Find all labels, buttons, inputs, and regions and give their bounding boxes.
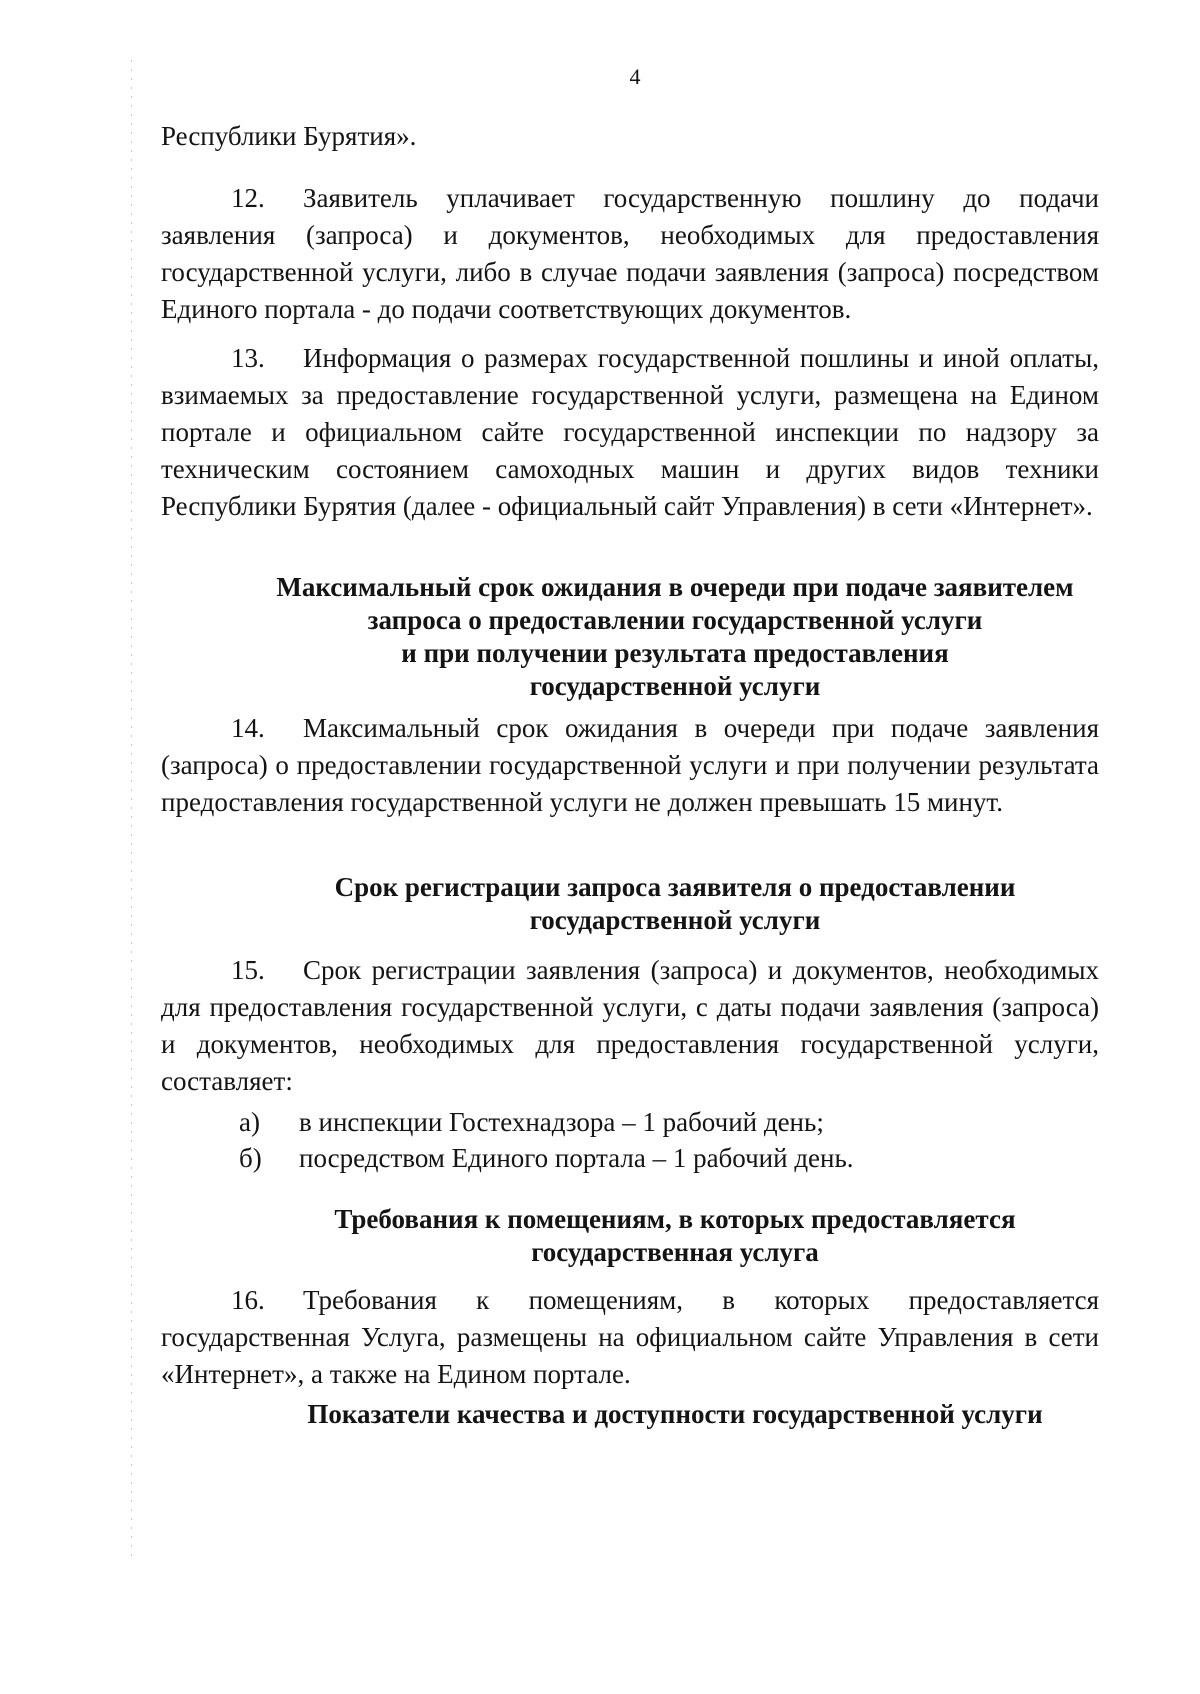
heading-line: Показатели качества и доступности государственной услуги	[307, 1399, 1043, 1429]
paragraph-15	[161, 952, 1099, 1100]
section-heading-registration-term	[205, 871, 1145, 937]
heading-line: государственная услуга	[531, 1237, 819, 1267]
section-heading-queue-time	[205, 571, 1145, 703]
paragraph-text: Информация о размерах государственной пошлины и иной оплаты, взимаемых за предоставление государственной услуги, размещена на Едином портале и официальном сайте государственной инспекции по надзору за техническим состоянием самоходных машин и других видов техники Республики Бурятия (далее - официальный сайт Управления) в сети «Интернет».	[161, 343, 1099, 521]
list-marker: а)	[239, 1107, 260, 1137]
section-heading-quality-indicators	[205, 1398, 1145, 1431]
paragraph-number: 14.	[231, 713, 265, 743]
paragraph-13	[161, 340, 1099, 525]
paragraph-text: Срок регистрации заявления (запроса) и документов, необходимых для предоставления государственной услуги, с даты подачи заявления (запроса) и документов, необходимых для предоставления государственной услуги, составляет:	[161, 955, 1099, 1096]
paragraph-number: 16.	[231, 1285, 265, 1315]
paragraph-number: 13.	[231, 343, 265, 373]
heading-line: государственной услуги	[529, 905, 821, 935]
paragraph-16	[161, 1282, 1099, 1393]
heading-line: Требования к помещениям, в которых предоставляется	[334, 1204, 1016, 1234]
paragraph-text: Заявитель уплачивает государственную пошлину до подачи заявления (запроса) и документов, необходимых для предоставления государственной услуги, либо в случае подачи заявления (запроса) посредством Единого портала - до подачи соответствующих документов.	[161, 183, 1099, 324]
heading-line: запроса о предоставлении государственной услуги	[367, 605, 983, 635]
heading-line: Максимальный срок ожидания в очереди при подаче заявителем	[276, 572, 1074, 602]
continuation-text: Республики Бурятия».	[161, 121, 417, 151]
page-number: 4	[629, 64, 641, 89]
section-heading-premises	[205, 1203, 1145, 1269]
paragraph-12	[161, 180, 1099, 328]
list-item-text: в инспекции Гостехнадзора – 1 рабочий день;	[299, 1107, 824, 1137]
scan-margin-specks	[131, 60, 132, 1560]
paragraph-14	[161, 710, 1099, 821]
list-marker: б)	[239, 1143, 262, 1173]
heading-line: Срок регистрации запроса заявителя о предоставлении	[334, 872, 1016, 902]
heading-line: государственной услуги	[529, 671, 821, 701]
paragraph-number: 15.	[231, 955, 265, 985]
list-item-text: посредством Единого портала – 1 рабочий день.	[299, 1143, 854, 1173]
paragraph-number: 12.	[231, 183, 265, 213]
paragraph-text: Максимальный срок ожидания в очереди при подаче заявления (запроса) о предоставлении государственной услуги и при получении результата предоставления государственной услуги не должен превышать 15 минут.	[161, 713, 1099, 817]
heading-line: и при получении результата предоставления	[401, 638, 949, 668]
paragraph-text: Требования к помещениям, в которых предоставляется государственная Услуга, размещены на официальном сайте Управления в сети «Интернет», а также на Едином портале.	[161, 1285, 1099, 1389]
